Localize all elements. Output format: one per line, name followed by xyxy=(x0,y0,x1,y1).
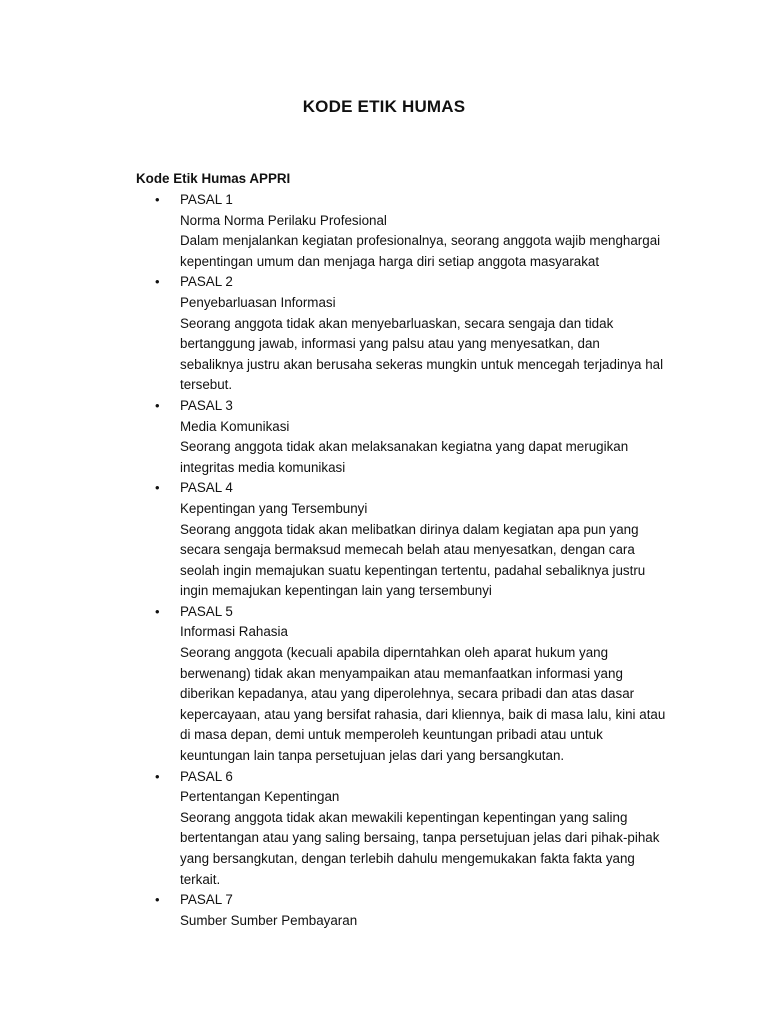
article-body: Seorang anggota tidak akan melaksanakan kegiatna yang dapat merugikan integritas media komunikasi xyxy=(180,439,629,475)
article-label: PASAL 2 xyxy=(180,274,233,290)
article-item xyxy=(0,396,680,478)
article-label: PASAL 3 xyxy=(180,397,233,413)
bullet-icon: • xyxy=(155,274,160,290)
section-heading: Kode Etik Humas APPRI xyxy=(136,171,291,186)
article-body: Seorang anggota tidak akan mewakili kepentingan kepentingan yang saling bertentangan atau yang saling bersaing, tanpa persetujuan jelas dari pihak-pihak yang bersangkutan, dengan terlebih dahulu mengemukakan fakta fakta yang terkait. xyxy=(180,809,660,887)
article-name: Informasi Rahasia xyxy=(180,624,288,640)
article-item xyxy=(0,478,680,602)
article-item xyxy=(0,272,680,396)
article-label: PASAL 7 xyxy=(180,892,233,908)
bullet-icon: • xyxy=(155,603,160,619)
article-list xyxy=(0,190,768,931)
article-label: PASAL 4 xyxy=(180,480,233,496)
article-name: Kepentingan yang Tersembunyi xyxy=(180,500,368,516)
article-name: Norma Norma Perilaku Profesional xyxy=(180,212,387,228)
article-item xyxy=(0,190,680,272)
article-body: Seorang anggota (kecuali apabila diperntahkan oleh aparat hukum yang berwenang) tidak akan menyampaikan atau memanfaatkan informasi yang diberikan kepadanya, atau yang diperolehnya, secara pribadi dan atas dasar kepercayaan, atau yang bersifat rahasia, dari kliennya, baik di masa lalu, kini atau di masa depan, demi untuk memperoleh keuntungan pribadi atau untuk keuntungan lain tanpa persetujuan jelas dari yang bersangkutan. xyxy=(180,645,666,764)
article-item xyxy=(0,767,680,891)
document-title: KODE ETIK HUMAS xyxy=(302,97,466,116)
article-body: Dalam menjalankan kegiatan profesionalnya, seorang anggota wajib menghargai kepentingan umum dan menjaga harga diri setiap anggota masyarakat xyxy=(180,233,661,269)
article-label: PASAL 5 xyxy=(180,603,233,619)
article-name: Media Komunikasi xyxy=(180,418,290,434)
bullet-icon: • xyxy=(155,480,160,496)
bullet-icon: • xyxy=(155,892,160,908)
article-name: Penyebarluasan Informasi xyxy=(180,294,336,310)
article-label: PASAL 6 xyxy=(180,768,233,784)
bullet-icon: • xyxy=(155,768,160,784)
article-name: Sumber Sumber Pembayaran xyxy=(180,912,358,928)
bullet-icon: • xyxy=(155,192,160,207)
article-name: Pertentangan Kepentingan xyxy=(180,789,340,805)
bullet-icon: • xyxy=(155,397,160,413)
article-item xyxy=(0,602,680,767)
article-body: Seorang anggota tidak akan melibatkan dirinya dalam kegiatan apa pun yang secara sengaja bermaksud memecah belah atau menyesatkan, dengan cara seolah ingin memajukan suatu kepentingan tertentu, padahal sebaliknya justru ingin memajukan kepentingan lain yang tersembunyi xyxy=(180,521,646,599)
article-label: PASAL 1 xyxy=(180,192,233,207)
article-body: Seorang anggota tidak akan menyebarluaskan, secara sengaja dan tidak bertanggung jawab, informasi yang palsu atau yang menyesatkan, dan sebaliknya justru akan berusaha sekeras mungkin untuk mencegah terjadinya hal tersebut. xyxy=(180,315,664,393)
article-item xyxy=(0,890,680,931)
